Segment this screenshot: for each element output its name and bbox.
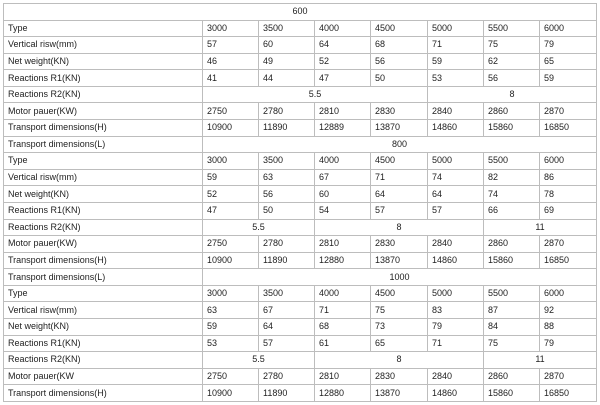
row-label-cell: Vertical risw(mm) bbox=[4, 169, 203, 186]
value-cell: 63 bbox=[203, 302, 259, 319]
value-cell: 57 bbox=[203, 37, 259, 54]
value-cell: 2750 bbox=[203, 103, 259, 120]
value-cell: 86 bbox=[540, 169, 597, 186]
value-cell: 3000 bbox=[203, 20, 259, 37]
table-row bbox=[4, 186, 597, 203]
table-row bbox=[4, 202, 597, 219]
table-row bbox=[4, 20, 597, 37]
row-label-cell: Reactions R2(KN) bbox=[4, 219, 203, 236]
value-cell: 44 bbox=[259, 70, 315, 87]
table-row bbox=[4, 385, 597, 402]
row-label-cell: Type bbox=[4, 285, 203, 302]
value-cell: 2810 bbox=[315, 368, 371, 385]
value-cell: 2750 bbox=[203, 236, 259, 253]
value-cell: 92 bbox=[540, 302, 597, 319]
value-cell: 14860 bbox=[428, 120, 484, 137]
section-value-cell: 800 bbox=[203, 136, 597, 153]
value-cell: 2840 bbox=[428, 236, 484, 253]
value-cell: 69 bbox=[540, 202, 597, 219]
value-cell: 3500 bbox=[259, 20, 315, 37]
value-cell: 4000 bbox=[315, 20, 371, 37]
value-cell: 47 bbox=[203, 202, 259, 219]
value-cell: 78 bbox=[540, 186, 597, 203]
value-cell: 65 bbox=[540, 53, 597, 70]
value-cell: 15860 bbox=[484, 385, 540, 402]
value-cell: 54 bbox=[315, 202, 371, 219]
table-row bbox=[4, 236, 597, 253]
value-cell: 74 bbox=[428, 169, 484, 186]
table-row bbox=[4, 302, 597, 319]
value-cell: 71 bbox=[428, 335, 484, 352]
row-label-cell: Type bbox=[4, 20, 203, 37]
value-cell: 53 bbox=[428, 70, 484, 87]
value-cell: 15860 bbox=[484, 252, 540, 269]
value-cell: 12889 bbox=[315, 120, 371, 137]
value-cell: 64 bbox=[259, 318, 315, 335]
value-cell: 49 bbox=[259, 53, 315, 70]
value-cell: 59 bbox=[203, 169, 259, 186]
value-cell: 57 bbox=[259, 335, 315, 352]
value-cell: 47 bbox=[315, 70, 371, 87]
value-cell: 83 bbox=[428, 302, 484, 319]
value-cell: 10900 bbox=[203, 120, 259, 137]
value-cell: 2830 bbox=[371, 368, 428, 385]
value-cell: 16850 bbox=[540, 385, 597, 402]
value-cell: 13870 bbox=[371, 385, 428, 402]
table-row bbox=[4, 53, 597, 70]
value-cell: 5500 bbox=[484, 285, 540, 302]
table-row bbox=[4, 86, 597, 103]
table-row bbox=[4, 285, 597, 302]
table-row bbox=[4, 318, 597, 335]
value-cell: 59 bbox=[428, 53, 484, 70]
value-cell: 74 bbox=[484, 186, 540, 203]
value-cell: 5500 bbox=[484, 20, 540, 37]
value-cell: 52 bbox=[315, 53, 371, 70]
reaction-cell: 8 bbox=[428, 86, 597, 103]
value-cell: 67 bbox=[259, 302, 315, 319]
row-label-cell: Vertical risw(mm) bbox=[4, 37, 203, 54]
value-cell: 12880 bbox=[315, 252, 371, 269]
value-cell: 2840 bbox=[428, 103, 484, 120]
value-cell: 4500 bbox=[371, 285, 428, 302]
value-cell: 5000 bbox=[428, 20, 484, 37]
value-cell: 66 bbox=[484, 202, 540, 219]
value-cell: 71 bbox=[315, 302, 371, 319]
table-row bbox=[4, 252, 597, 269]
value-cell: 79 bbox=[428, 318, 484, 335]
value-cell: 4500 bbox=[371, 20, 428, 37]
row-label-cell: Transport dimensions(H) bbox=[4, 120, 203, 137]
value-cell: 14860 bbox=[428, 385, 484, 402]
reaction-cell: 11 bbox=[484, 352, 597, 369]
value-cell: 79 bbox=[540, 335, 597, 352]
table-row bbox=[4, 4, 597, 21]
value-cell: 46 bbox=[203, 53, 259, 70]
table-row bbox=[4, 153, 597, 170]
value-cell: 2870 bbox=[540, 103, 597, 120]
value-cell: 88 bbox=[540, 318, 597, 335]
table-row bbox=[4, 335, 597, 352]
reaction-cell: 8 bbox=[315, 352, 484, 369]
value-cell: 5000 bbox=[428, 153, 484, 170]
value-cell: 50 bbox=[259, 202, 315, 219]
value-cell: 14860 bbox=[428, 252, 484, 269]
value-cell: 56 bbox=[484, 70, 540, 87]
value-cell: 6000 bbox=[540, 285, 597, 302]
value-cell: 53 bbox=[203, 335, 259, 352]
row-label-cell: Type bbox=[4, 153, 203, 170]
value-cell: 13870 bbox=[371, 120, 428, 137]
table-row bbox=[4, 368, 597, 385]
value-cell: 75 bbox=[371, 302, 428, 319]
reaction-cell: 8 bbox=[315, 219, 484, 236]
value-cell: 68 bbox=[315, 318, 371, 335]
value-cell: 16850 bbox=[540, 252, 597, 269]
reaction-cell: 5.5 bbox=[203, 352, 315, 369]
value-cell: 82 bbox=[484, 169, 540, 186]
reaction-cell: 5.5 bbox=[203, 86, 428, 103]
row-label-cell: Motor pauer(KW) bbox=[4, 103, 203, 120]
value-cell: 13870 bbox=[371, 252, 428, 269]
row-label-cell: Transport dimensions(H) bbox=[4, 385, 203, 402]
value-cell: 2860 bbox=[484, 236, 540, 253]
value-cell: 56 bbox=[371, 53, 428, 70]
value-cell: 59 bbox=[540, 70, 597, 87]
value-cell: 2750 bbox=[203, 368, 259, 385]
row-label-cell: Net weight(KN) bbox=[4, 53, 203, 70]
value-cell: 61 bbox=[315, 335, 371, 352]
value-cell: 3000 bbox=[203, 285, 259, 302]
value-cell: 60 bbox=[259, 37, 315, 54]
value-cell: 4500 bbox=[371, 153, 428, 170]
section-value-cell: 1000 bbox=[203, 269, 597, 286]
table-row bbox=[4, 136, 597, 153]
value-cell: 62 bbox=[484, 53, 540, 70]
row-label-cell: Reactions R1(KN) bbox=[4, 70, 203, 87]
reaction-cell: 11 bbox=[484, 219, 597, 236]
value-cell: 2860 bbox=[484, 368, 540, 385]
table-row bbox=[4, 169, 597, 186]
value-cell: 12880 bbox=[315, 385, 371, 402]
section-value-cell: 600 bbox=[4, 4, 597, 21]
table-row bbox=[4, 352, 597, 369]
value-cell: 64 bbox=[428, 186, 484, 203]
value-cell: 11890 bbox=[259, 385, 315, 402]
value-cell: 2830 bbox=[371, 236, 428, 253]
value-cell: 5500 bbox=[484, 153, 540, 170]
value-cell: 75 bbox=[484, 335, 540, 352]
value-cell: 68 bbox=[371, 37, 428, 54]
value-cell: 84 bbox=[484, 318, 540, 335]
value-cell: 64 bbox=[371, 186, 428, 203]
value-cell: 71 bbox=[428, 37, 484, 54]
reaction-cell: 5.5 bbox=[203, 219, 315, 236]
value-cell: 2870 bbox=[540, 236, 597, 253]
value-cell: 2780 bbox=[259, 103, 315, 120]
table-row bbox=[4, 219, 597, 236]
table-row bbox=[4, 269, 597, 286]
row-label-cell: Reactions R1(KN) bbox=[4, 335, 203, 352]
row-label-cell: Reactions R2(KN) bbox=[4, 352, 203, 369]
value-cell: 2860 bbox=[484, 103, 540, 120]
value-cell: 15860 bbox=[484, 120, 540, 137]
value-cell: 59 bbox=[203, 318, 259, 335]
value-cell: 67 bbox=[315, 169, 371, 186]
value-cell: 6000 bbox=[540, 20, 597, 37]
table-row bbox=[4, 103, 597, 120]
value-cell: 50 bbox=[371, 70, 428, 87]
row-label-cell: Reactions R1(KN) bbox=[4, 202, 203, 219]
value-cell: 52 bbox=[203, 186, 259, 203]
row-label-cell: Vertical risw(mm) bbox=[4, 302, 203, 319]
value-cell: 75 bbox=[484, 37, 540, 54]
value-cell: 2780 bbox=[259, 368, 315, 385]
value-cell: 2830 bbox=[371, 103, 428, 120]
spec-table bbox=[3, 3, 597, 402]
value-cell: 5000 bbox=[428, 285, 484, 302]
table-row bbox=[4, 120, 597, 137]
value-cell: 10900 bbox=[203, 252, 259, 269]
value-cell: 11890 bbox=[259, 252, 315, 269]
value-cell: 10900 bbox=[203, 385, 259, 402]
value-cell: 2780 bbox=[259, 236, 315, 253]
value-cell: 2870 bbox=[540, 368, 597, 385]
value-cell: 4000 bbox=[315, 153, 371, 170]
value-cell: 71 bbox=[371, 169, 428, 186]
value-cell: 73 bbox=[371, 318, 428, 335]
value-cell: 2810 bbox=[315, 103, 371, 120]
value-cell: 63 bbox=[259, 169, 315, 186]
table-row bbox=[4, 70, 597, 87]
value-cell: 87 bbox=[484, 302, 540, 319]
value-cell: 6000 bbox=[540, 153, 597, 170]
value-cell: 65 bbox=[371, 335, 428, 352]
row-label-cell: Transport dimensions(L) bbox=[4, 136, 203, 153]
value-cell: 56 bbox=[259, 186, 315, 203]
value-cell: 60 bbox=[315, 186, 371, 203]
value-cell: 79 bbox=[540, 37, 597, 54]
value-cell: 2840 bbox=[428, 368, 484, 385]
row-label-cell: Reactions R2(KN) bbox=[4, 86, 203, 103]
value-cell: 3500 bbox=[259, 153, 315, 170]
value-cell: 3000 bbox=[203, 153, 259, 170]
row-label-cell: Transport dimensions(H) bbox=[4, 252, 203, 269]
table-row bbox=[4, 37, 597, 54]
row-label-cell: Transport dimensions(L) bbox=[4, 269, 203, 286]
row-label-cell: Net weight(KN) bbox=[4, 186, 203, 203]
row-label-cell: Motor pauer(KW bbox=[4, 368, 203, 385]
value-cell: 57 bbox=[428, 202, 484, 219]
value-cell: 4000 bbox=[315, 285, 371, 302]
value-cell: 16850 bbox=[540, 120, 597, 137]
value-cell: 57 bbox=[371, 202, 428, 219]
value-cell: 2810 bbox=[315, 236, 371, 253]
row-label-cell: Motor pauer(KW) bbox=[4, 236, 203, 253]
value-cell: 41 bbox=[203, 70, 259, 87]
value-cell: 11890 bbox=[259, 120, 315, 137]
value-cell: 64 bbox=[315, 37, 371, 54]
value-cell: 3500 bbox=[259, 285, 315, 302]
row-label-cell: Net weight(KN) bbox=[4, 318, 203, 335]
